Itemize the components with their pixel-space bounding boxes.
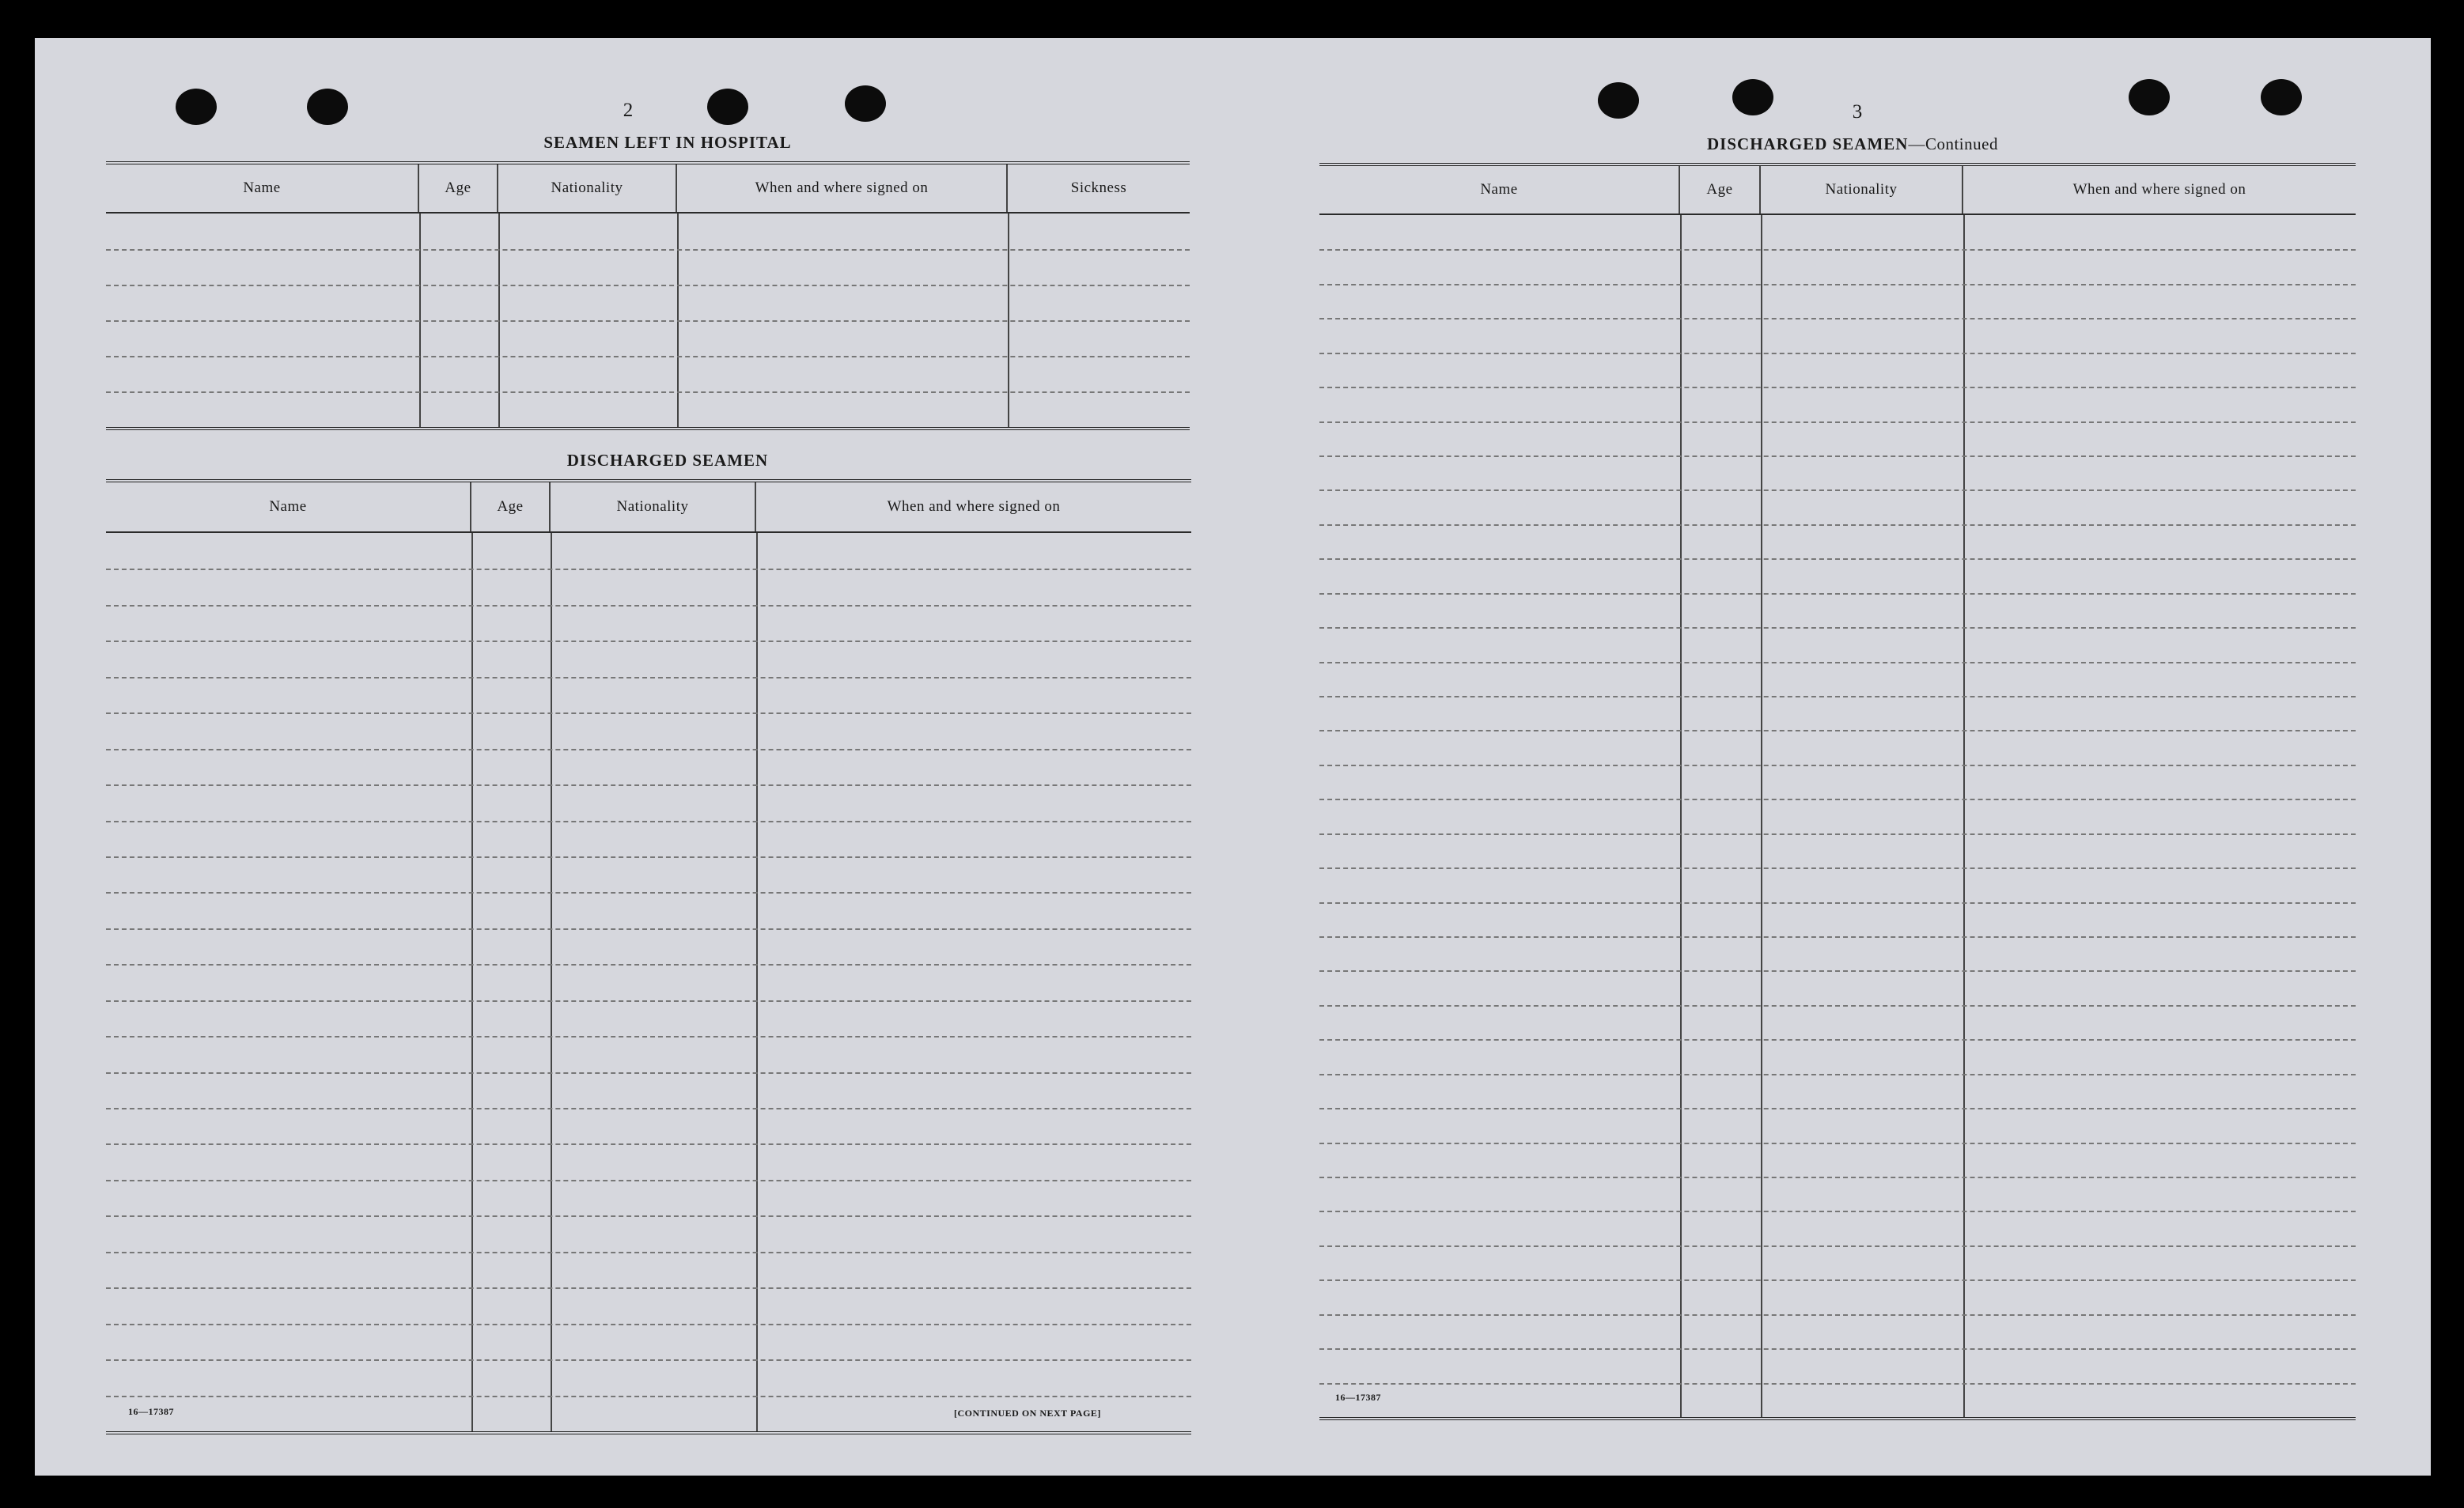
document-spread [35, 38, 2431, 1476]
discharged-continued-title [1655, 134, 2050, 154]
ledger-row-line [1319, 1348, 2356, 1350]
ledger-row-line [1319, 489, 2356, 491]
column-rule [471, 533, 473, 1431]
ledger-row-line [1319, 284, 2356, 285]
punch-hole [1598, 82, 1639, 119]
discharged-continued-table [1319, 163, 2356, 1420]
ledger-row-line [1319, 1177, 2356, 1178]
ledger-row-line [106, 320, 1190, 322]
punch-hole [707, 89, 748, 125]
ledger-row-line [1319, 867, 2356, 869]
ledger-row-line [106, 821, 1191, 822]
column-header-nationality: Nationality [1761, 166, 1963, 214]
ledger-row-line [1319, 902, 2356, 904]
column-header-age: Age [419, 164, 498, 212]
ledger-row-line [106, 1215, 1191, 1217]
discharged-table-header [106, 482, 1191, 533]
ledger-row-line [1319, 1279, 2356, 1281]
ledger-row-line [106, 1359, 1191, 1361]
discharged-continued-table-header [1319, 166, 2356, 215]
column-header-signed-on: When and where signed on [887, 498, 1061, 515]
ledger-row-line [1319, 249, 2356, 251]
column-header-nationality: Nationality [551, 482, 756, 531]
ledger-row-line [1319, 524, 2356, 526]
ledger-row-line [106, 964, 1191, 966]
ledger-row-line [1319, 387, 2356, 388]
column-header-signed-on: When and where signed on [2072, 181, 2246, 198]
ledger-row-line [1319, 455, 2356, 457]
page-number: 3 [1852, 101, 1863, 123]
ledger-row-line [106, 749, 1191, 750]
ledger-row-line [1319, 1005, 2356, 1007]
ledger-row-line [106, 1396, 1191, 1397]
ledger-row-line [1319, 627, 2356, 629]
ledger-row-line [106, 1072, 1191, 1074]
ledger-row-line [106, 677, 1191, 678]
ledger-row-line [1319, 1383, 2356, 1385]
ledger-row-line [1319, 593, 2356, 595]
ledger-row-line [106, 1180, 1191, 1181]
ledger-row-line [106, 1108, 1191, 1109]
column-rule [551, 533, 552, 1431]
column-header-name: Name [1319, 166, 1680, 214]
discharged-section-title: DISCHARGED SEAMEN [566, 451, 769, 470]
ledger-row-line [106, 356, 1190, 357]
ledger-row-line [106, 1324, 1191, 1325]
column-rule [756, 533, 758, 1431]
column-header-nationality: Nationality [498, 164, 677, 212]
column-rule [1761, 215, 1762, 1417]
ledger-row-line [106, 712, 1191, 714]
ledger-row-line [1319, 1211, 2356, 1212]
discharged-continued-title-main: DISCHARGED SEAMEN [1707, 134, 1909, 153]
hospital-section-title: SEAMEN LEFT IN HOSPITAL [543, 133, 792, 152]
column-header-age: Age [1680, 166, 1761, 214]
punch-hole [1732, 79, 1773, 115]
column-rule [1680, 215, 1682, 1417]
ledger-row-line [1319, 936, 2356, 938]
hospital-table-body [106, 214, 1190, 427]
punch-hole [176, 89, 217, 125]
column-header-age: Age [471, 482, 551, 531]
ledger-row-line [1319, 730, 2356, 731]
ledger-row-line [1319, 696, 2356, 697]
ledger-row-line [106, 641, 1191, 642]
ledger-row-line [1319, 421, 2356, 423]
ledger-row-line [1319, 558, 2356, 560]
ledger-row-line [106, 285, 1190, 286]
right-page [1221, 38, 2431, 1476]
punch-hole [845, 85, 886, 122]
punch-hole [2129, 79, 2170, 115]
ledger-row-line [106, 1036, 1191, 1037]
ledger-row-line [106, 1287, 1191, 1289]
ledger-row-line [1319, 799, 2356, 800]
hospital-table [106, 161, 1190, 430]
form-number: 16—17387 [1335, 1392, 1381, 1403]
discharged-table-body [106, 533, 1191, 1431]
hospital-table-header [106, 164, 1190, 214]
ledger-row-line [1319, 1039, 2356, 1041]
punch-hole [2261, 79, 2302, 115]
column-header-name: Name [106, 482, 471, 531]
column-header-sickness: Sickness [1070, 180, 1127, 196]
page-number: 2 [623, 100, 634, 121]
ledger-row-line [106, 249, 1190, 251]
continued-note: [CONTINUED ON NEXT PAGE] [954, 1408, 1101, 1419]
ledger-row-line [106, 1000, 1191, 1002]
ledger-row-line [1319, 765, 2356, 766]
ledger-row-line [1319, 1074, 2356, 1075]
ledger-row-line [1319, 1245, 2356, 1247]
ledger-row-line [106, 856, 1191, 858]
left-page [35, 38, 1221, 1476]
column-rule [1963, 215, 1965, 1417]
ledger-row-line [106, 892, 1191, 894]
ledger-row-line [106, 391, 1190, 393]
discharged-continued-table-body [1319, 215, 2356, 1417]
ledger-row-line [106, 784, 1191, 786]
ledger-row-line [1319, 1143, 2356, 1144]
ledger-row-line [106, 569, 1191, 570]
ledger-row-line [1319, 318, 2356, 319]
discharged-table [106, 479, 1191, 1434]
ledger-row-line [1319, 662, 2356, 663]
ledger-row-line [1319, 970, 2356, 972]
ledger-row-line [106, 928, 1191, 930]
ledger-row-line [1319, 1108, 2356, 1109]
ledger-row-line [1319, 353, 2356, 354]
ledger-row-line [106, 605, 1191, 607]
ledger-row-line [106, 1143, 1191, 1145]
discharged-continued-title-suffix: —Continued [1908, 134, 1998, 153]
form-number: 16—17387 [128, 1406, 174, 1417]
ledger-row-line [1319, 833, 2356, 835]
ledger-row-line [106, 1252, 1191, 1253]
column-header-signed-on: When and where signed on [677, 164, 1008, 212]
ledger-row-line [1319, 1314, 2356, 1316]
column-header-name: Name [106, 164, 419, 212]
punch-hole [307, 89, 348, 125]
